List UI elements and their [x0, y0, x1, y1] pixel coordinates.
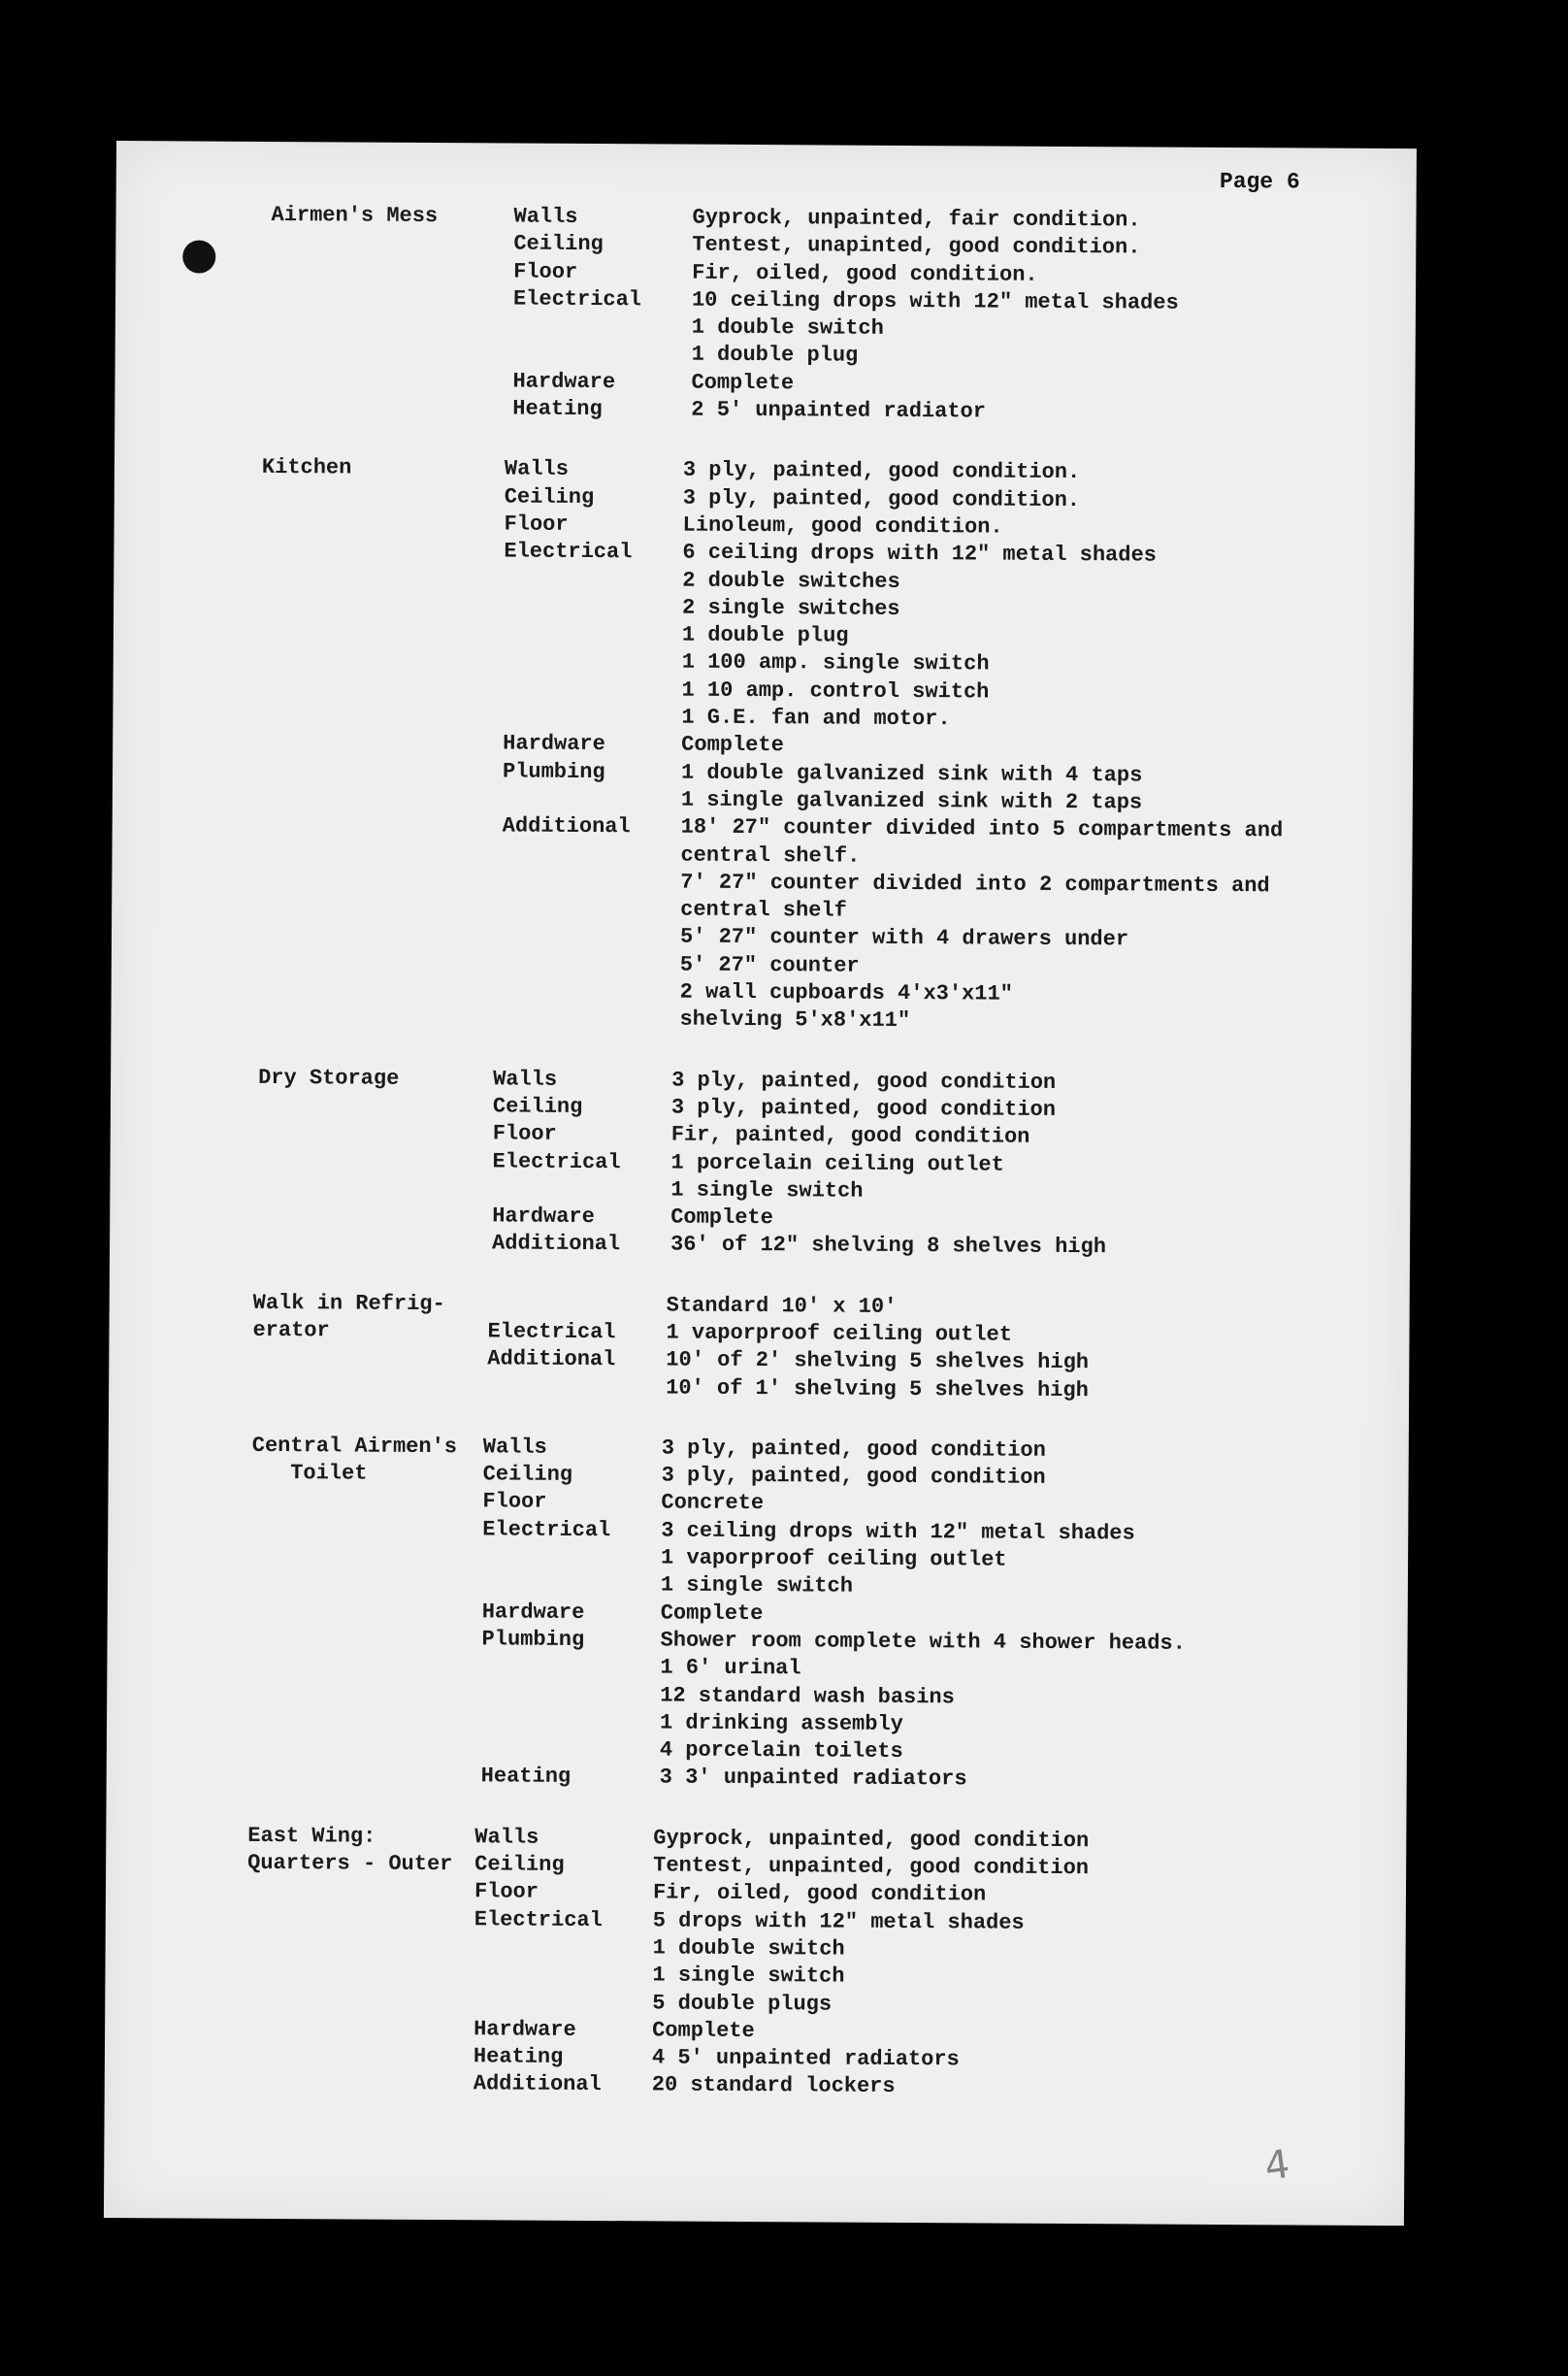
- detail-value: Complete: [660, 1600, 764, 1626]
- detail-label: Electrical: [504, 539, 633, 565]
- detail-value: 1 6' urinal: [660, 1655, 801, 1681]
- detail-label: Ceiling: [504, 484, 595, 510]
- detail-label: [503, 703, 681, 731]
- detail-value: 5 double plugs: [652, 1990, 833, 2017]
- detail-row: [474, 2071, 1405, 2104]
- detail-label: Electrical: [474, 1906, 603, 1932]
- detail-value: 4 5' unpainted radiators: [651, 2045, 960, 2072]
- room-details: [487, 1291, 1410, 1406]
- detail-value: Fir, painted, good condition: [670, 1122, 1030, 1149]
- detail-label: Floor: [513, 259, 578, 284]
- detail-value: shelving 5'x8'x11": [679, 1006, 911, 1034]
- detail-label: [502, 923, 680, 951]
- detail-label: Heating: [480, 1764, 572, 1790]
- detail-label: [502, 977, 680, 1006]
- detail-value: 1 double switch: [652, 1935, 845, 1962]
- room-name: Central Airmen's Toilet: [251, 1433, 458, 1486]
- detail-label: Floor: [474, 1879, 539, 1905]
- detail-label: Floor: [504, 512, 569, 537]
- detail-label: [482, 1571, 661, 1600]
- detail-value: 1 G.E. fan and motor.: [681, 705, 951, 732]
- detail-label: [474, 1933, 653, 1962]
- detail-value: 6 ceiling drops with 12" metal shades: [682, 540, 1157, 568]
- detail-label: Electrical: [492, 1148, 621, 1174]
- detail-value: 3 ply, painted, good condition: [661, 1436, 1046, 1463]
- detail-value: 1 single switch: [652, 1963, 845, 1989]
- room-name: East Wing: Quarters - Outer: [247, 1823, 453, 1876]
- detail-value: Complete: [652, 2018, 755, 2043]
- detail-value: 5' 27" counter: [679, 952, 860, 978]
- inventory-sections: [104, 201, 1416, 2137]
- detail-value: Gyprock, unpainted, good condition: [653, 1826, 1090, 1853]
- detail-value: 10 ceiling drops with 12" metal shades: [691, 287, 1179, 315]
- detail-label: [474, 1989, 652, 2017]
- detail-value: 1 double galvanized sink with 4 taps: [680, 760, 1143, 788]
- detail-label: [503, 676, 681, 704]
- detail-value: 1 double switch: [691, 314, 884, 342]
- detail-row: [501, 1006, 1411, 1039]
- detail-row: [481, 1764, 1407, 1797]
- detail-value: 36' of 12" shelving 8 shelves high: [670, 1232, 1107, 1260]
- detail-label: [482, 1543, 661, 1571]
- detail-value: Gyprock, unpainted, fair condition.: [692, 205, 1141, 233]
- detail-value: 1 vaporproof ceiling outlet: [661, 1545, 1007, 1572]
- room-name: Kitchen: [261, 455, 352, 480]
- detail-value: Fir, oiled, good condition.: [692, 260, 1038, 287]
- detail-value: 12 standard wash basins: [660, 1682, 955, 1709]
- section: [107, 1432, 1409, 1797]
- detail-row: [487, 1373, 1409, 1406]
- room-details: [512, 204, 1416, 429]
- detail-label: [504, 621, 682, 649]
- detail-label: [481, 1708, 660, 1736]
- detail-label: Hardware: [474, 2017, 576, 2042]
- detail-label: [474, 1962, 652, 1990]
- detail-label: Electrical: [487, 1319, 616, 1345]
- detail-value: 1 100 amp. single switch: [681, 650, 990, 676]
- detail-label: Ceiling: [482, 1462, 573, 1488]
- detail-value: 2 double switches: [682, 568, 900, 594]
- detail-label: Walls: [513, 204, 578, 229]
- detail-label: Additional: [491, 1231, 621, 1257]
- detail-label: [492, 1175, 670, 1204]
- section: [114, 201, 1416, 429]
- section: [109, 1289, 1410, 1406]
- detail-label: [513, 341, 692, 369]
- detail-label: Walls: [474, 1825, 539, 1850]
- handwritten-mark: 4: [1261, 2141, 1292, 2190]
- detail-label: [504, 648, 682, 676]
- detail-value: Complete: [691, 370, 795, 396]
- room-details: [492, 1066, 1411, 1264]
- detail-value: 2 single switches: [681, 595, 900, 621]
- section: [110, 1064, 1411, 1264]
- detail-label: Heating: [512, 396, 603, 422]
- detail-value: 4 porcelain toilets: [659, 1737, 903, 1765]
- detail-label: Ceiling: [513, 231, 604, 257]
- detail-value: Tentest, unapinted, good condition.: [692, 232, 1141, 260]
- detail-label: [502, 868, 680, 896]
- detail-value: 1 vaporproof ceiling outlet: [666, 1320, 1013, 1347]
- detail-value: 3 ceiling drops with 12" metal shades: [661, 1518, 1135, 1546]
- detail-value: 2 wall cupboards 4'x3'x11": [679, 979, 1013, 1006]
- detail-label: Hardware: [512, 369, 616, 394]
- detail-value: Standard 10' x 10': [666, 1293, 898, 1319]
- detail-label: Additional: [487, 1346, 616, 1372]
- detail-value: 3 ply, painted, good condition.: [682, 485, 1081, 512]
- detail-label: [481, 1681, 660, 1709]
- detail-label: Additional: [473, 2071, 602, 2097]
- detail-label: [503, 785, 681, 813]
- room-name: Airmen's Mess: [271, 202, 439, 229]
- detail-value: 2 5' unpainted radiator: [691, 397, 987, 424]
- detail-label: [481, 1735, 660, 1764]
- detail-value: 5 drops with 12" metal shades: [652, 1908, 1025, 1935]
- detail-label: [488, 1291, 667, 1319]
- detail-value: 3 ply, painted, good condition: [661, 1463, 1046, 1491]
- detail-label: Floor: [482, 1489, 547, 1515]
- detail-label: [504, 593, 682, 621]
- detail-value: Fir, oiled, good condition: [652, 1880, 987, 1907]
- document-page: [104, 141, 1417, 2226]
- page-number: Page 6: [1219, 168, 1300, 195]
- detail-value: 10' of 1' shelving 5 shelves high: [666, 1375, 1089, 1402]
- detail-value: 10' of 2' shelving 5 shelves high: [666, 1347, 1090, 1375]
- detail-label: Walls: [482, 1435, 547, 1460]
- detail-value: 1 10 amp. control switch: [681, 677, 990, 705]
- detail-value: Linoleum, good condition.: [682, 512, 1003, 540]
- detail-value: 20 standard lockers: [651, 2072, 896, 2099]
- detail-value: Concrete: [661, 1490, 765, 1516]
- detail-value: 1 double plug: [691, 343, 859, 369]
- detail-label: Ceiling: [474, 1852, 565, 1877]
- detail-label: [502, 841, 680, 869]
- detail-label: [504, 566, 682, 594]
- detail-value: 1 single galvanized sink with 2 taps: [680, 787, 1143, 815]
- room-details: [501, 456, 1415, 1039]
- section: [105, 1822, 1407, 2104]
- detail-value: 3 ply, painted, good condition: [670, 1095, 1057, 1122]
- detail-value: 1 double plug: [681, 622, 849, 648]
- detail-label: Plumbing: [502, 759, 605, 784]
- detail-label: Additional: [502, 813, 631, 840]
- detail-value: 1 porcelain ceiling outlet: [670, 1150, 1004, 1177]
- detail-value: central shelf: [680, 897, 847, 923]
- room-details: [481, 1434, 1409, 1797]
- detail-value: Tentest, unpainted, good condition: [653, 1853, 1090, 1881]
- detail-label: Floor: [492, 1121, 557, 1146]
- detail-label: [481, 1654, 660, 1682]
- room-details: [474, 1824, 1407, 2104]
- section: [111, 453, 1415, 1038]
- detail-label: Plumbing: [481, 1627, 585, 1652]
- detail-value: 1 single switch: [670, 1177, 864, 1204]
- detail-label: [502, 896, 680, 924]
- detail-value: Shower room complete with 4 shower heads.: [660, 1628, 1186, 1656]
- detail-row: [512, 396, 1415, 429]
- detail-value: 3 ply, painted, good condition: [671, 1068, 1057, 1095]
- detail-label: Hardware: [481, 1599, 585, 1625]
- detail-value: 3 ply, painted, good condition.: [682, 457, 1081, 485]
- detail-value: 18' 27" counter divided into 5 compartments and: [680, 814, 1284, 843]
- detail-value: 5' 27" counter with 4 drawers under: [679, 924, 1129, 952]
- detail-label: Heating: [473, 2044, 564, 2069]
- detail-label: Hardware: [503, 731, 605, 757]
- detail-label: Walls: [493, 1066, 558, 1092]
- detail-label: Ceiling: [492, 1094, 583, 1119]
- detail-label: [487, 1373, 666, 1402]
- detail-value: Complete: [670, 1204, 773, 1231]
- detail-label: [513, 314, 692, 342]
- detail-label: Electrical: [482, 1517, 611, 1542]
- detail-value: Complete: [681, 732, 784, 758]
- detail-value: 7' 27" counter divided into 2 compartments and: [680, 870, 1270, 899]
- detail-label: [502, 950, 680, 978]
- detail-value: central shelf.: [680, 842, 861, 869]
- room-name: Walk in Refrig- erator: [252, 1290, 445, 1343]
- detail-row: [492, 1231, 1410, 1264]
- detail-label: Hardware: [492, 1204, 595, 1230]
- detail-value: 1 drinking assembly: [659, 1710, 903, 1736]
- detail-label: Walls: [504, 456, 570, 482]
- room-name: Dry Storage: [258, 1065, 400, 1091]
- detail-label: Electrical: [512, 286, 642, 313]
- detail-label: [501, 1006, 679, 1034]
- detail-value: 3 3' unpainted radiators: [659, 1765, 967, 1792]
- detail-value: 1 single switch: [660, 1572, 854, 1600]
